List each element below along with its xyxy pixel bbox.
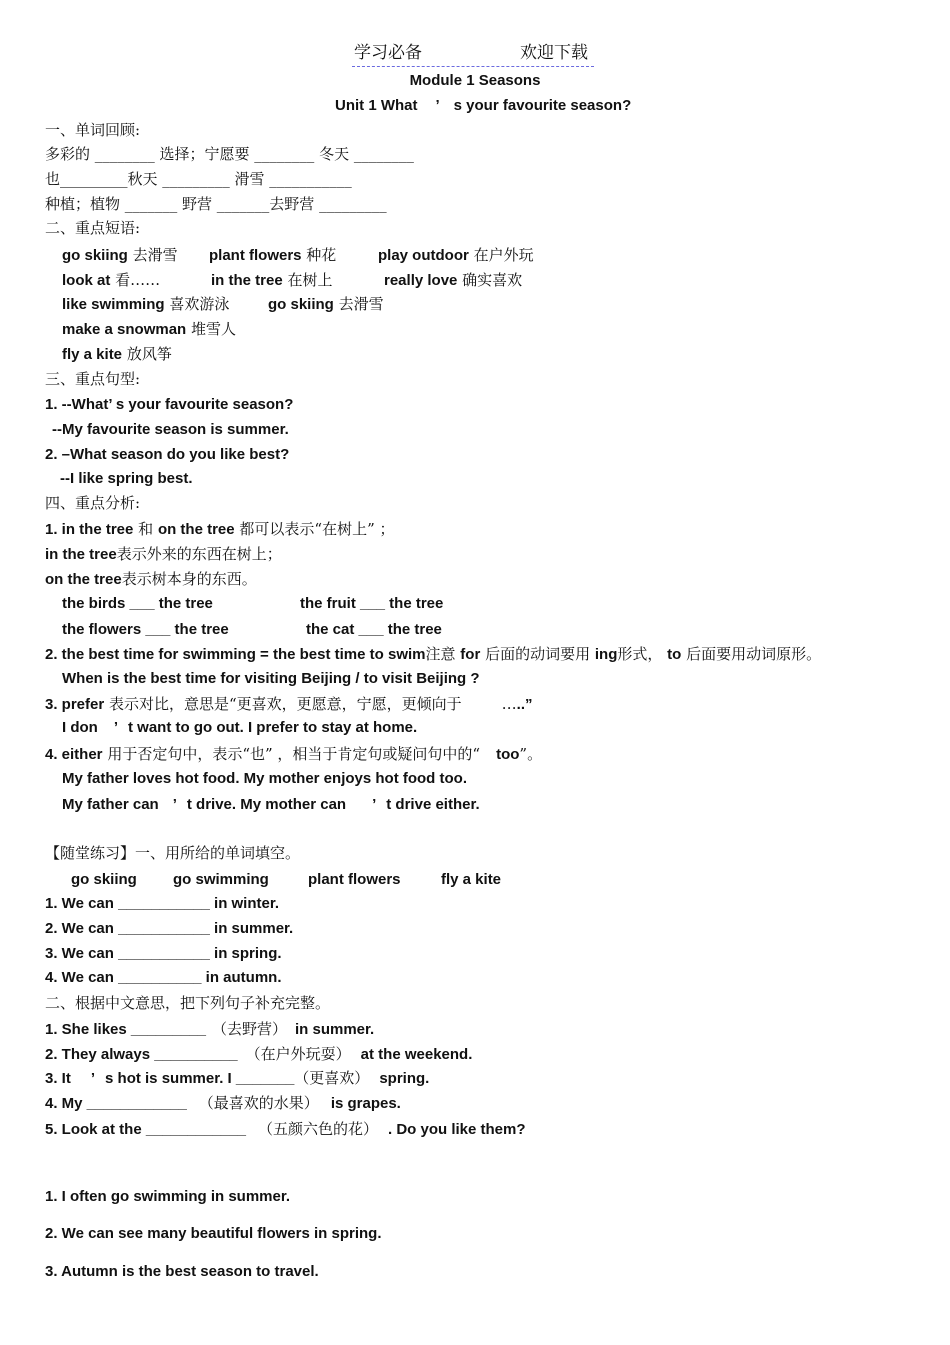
question-en: in summer. (294, 1021, 375, 1038)
phrase-cn: 堆雪人 (191, 320, 237, 338)
translate-sentence-1: 1. I often go swimming in summer. (45, 1188, 291, 1205)
analysis-1-on-tree (45, 570, 257, 589)
analysis-cn: 表示外来的东西在树上； (116, 545, 282, 563)
phrase-en: like swimming (62, 296, 165, 313)
page-title: Module 1 Seasons (409, 72, 541, 89)
analysis-cn: 用于否定句中，表示“也” ，相当于肯定句或疑问句中的“ (107, 745, 481, 763)
analysis-en: on the tree (157, 521, 235, 538)
section-heading-vocab: 一、单词回顾: (45, 121, 141, 139)
phrase-row-1b (209, 246, 336, 265)
example-part: t drive. My mother can (186, 796, 347, 813)
exercise-flowers: the flowers ___ the tree (62, 621, 229, 638)
exercise-fruit: the fruit ___ the tree (300, 595, 444, 612)
phrase-row-4 (62, 320, 236, 339)
analysis-3 (45, 695, 533, 714)
complete-question-5 (45, 1120, 526, 1139)
page-subtitle (335, 97, 631, 115)
question-hint: （去野营） (211, 1020, 287, 1038)
word-bank-item: go swimming (173, 871, 269, 888)
question-en: at the weekend. (360, 1046, 473, 1063)
analysis-1 (45, 520, 395, 539)
header-left-text: 学习必备 (354, 43, 422, 63)
phrase-en: look at (62, 272, 111, 289)
pattern-2b: --I like spring best. (60, 470, 193, 487)
practice-heading-2: 二、根据中文意思，把下列句子补充完整。 (45, 994, 331, 1012)
subtitle-part-a: Unit 1 What (335, 97, 418, 114)
word-bank-item: go skiing (71, 871, 137, 888)
question-hint: （最喜欢的水果） (198, 1094, 319, 1112)
analysis-4 (45, 745, 542, 764)
translate-sentence-3: 3. Autumn is the best season to travel. (45, 1263, 319, 1280)
question-en: 1. She likes _________ (45, 1021, 206, 1038)
phrase-row-2b (211, 271, 332, 290)
analysis-cn: 形式， (617, 645, 663, 663)
fill-question-2: 2. We can ___________ in summer. (45, 920, 294, 937)
phrase-en: plant flowers (209, 247, 302, 264)
question-en: s hot is summer. I _______ (105, 1070, 295, 1087)
analysis-en: 2. the best time for swimming = the best time to swim (45, 646, 426, 663)
phrase-cn: 看…… (115, 271, 161, 289)
exercise-birds: the birds ___ the tree (62, 595, 213, 612)
analysis-cn: ”。 (519, 745, 543, 763)
complete-question-2 (45, 1045, 472, 1064)
analysis-en: ..” (516, 696, 533, 713)
analysis-en: to (667, 646, 682, 663)
subtitle-part-b: ’ (435, 97, 440, 114)
phrase-row-5 (62, 345, 172, 364)
phrase-cn: 去滑雪 (338, 295, 384, 313)
example-part: ’ (172, 796, 177, 813)
analysis-en: too (496, 746, 520, 763)
word-bank-item: plant flowers (308, 871, 401, 888)
phrase-row-1c (378, 246, 534, 265)
question-en: 5. Look at the ____________ (45, 1121, 246, 1138)
analysis-en: for (460, 646, 481, 663)
pattern-2a: 2. –What season do you like best? (45, 446, 290, 463)
analysis-1-in-tree (45, 545, 282, 564)
analysis-en: 3. prefer (45, 696, 105, 713)
subtitle-part-c: s your favourite season? (453, 97, 632, 114)
example-part: ’ (113, 719, 118, 736)
complete-question-1 (45, 1020, 374, 1039)
question-en: . Do you like them? (387, 1121, 526, 1138)
analysis-cn: 表示树本身的东西。 (121, 570, 257, 588)
word-bank-item: fly a kite (441, 871, 502, 888)
analysis-4-example-2 (62, 796, 480, 814)
pattern-1a: 1. --What’ s your favourite season? (45, 396, 294, 413)
exercise-cat: the cat ___ the tree (306, 621, 442, 638)
analysis-cn: 表示对比，意思是“更喜欢，更愿意，宁愿，更倾向于 (108, 695, 462, 713)
analysis-cn: 后面要用动词原形。 (686, 645, 822, 663)
page-header (352, 42, 594, 67)
phrase-en: make a snowman (62, 321, 187, 338)
phrase-row-3 (62, 295, 229, 314)
phrase-cn: 在户外玩 (473, 246, 534, 264)
example-part: I don (62, 719, 98, 736)
section-heading-analysis: 四、重点分析: (45, 494, 141, 512)
analysis-cn: 都可以表示“在树上” ； (239, 520, 395, 538)
phrase-row-2 (62, 271, 160, 290)
phrase-en: fly a kite (62, 346, 123, 363)
question-en: is grapes. (330, 1095, 401, 1112)
analysis-en: on the tree (45, 571, 122, 588)
phrase-en: go skiing (62, 247, 128, 264)
question-en: 4. My ____________ (45, 1095, 187, 1112)
question-en: 2. They always __________ (45, 1046, 238, 1063)
phrase-en: go skiing (268, 296, 334, 313)
question-en: ’ (90, 1070, 96, 1087)
analysis-cn: … (501, 695, 517, 713)
phrase-cn: 确实喜欢 (462, 271, 523, 289)
question-en: 3. It (45, 1070, 71, 1087)
pattern-1b: --My favourite season is summer. (52, 421, 289, 438)
phrase-cn: 在树上 (287, 271, 333, 289)
section-heading-phrases: 二、重点短语: (45, 219, 141, 237)
example-part: My father can (62, 796, 159, 813)
vocab-row-1: 多彩的 ________ 选择；宁愿要 ________ 冬天 ________ (45, 145, 414, 163)
phrase-en: really love (384, 272, 458, 289)
example-part: t want to go out. I prefer to stay at home. (128, 719, 418, 736)
example-part: ’ (372, 796, 377, 813)
analysis-en: 1. in the tree (45, 521, 134, 538)
analysis-2-example: When is the best time for visiting Beijing / to visit Beijing ? (62, 670, 480, 687)
phrase-row-3b (268, 295, 384, 314)
question-hint: （更喜欢） (294, 1069, 370, 1087)
analysis-cn: 后面的动词要用 (485, 645, 591, 663)
phrase-en: in the tree (211, 272, 283, 289)
example-part: t drive either. (386, 796, 480, 813)
section-heading-patterns: 三、重点句型: (45, 370, 141, 388)
question-hint: （五颜六色的花） (257, 1120, 378, 1138)
analysis-cn: 和 (138, 520, 154, 538)
analysis-cn: 注意 (425, 645, 456, 663)
question-hint: （在户外玩耍） (245, 1045, 351, 1063)
analysis-en: in the tree (45, 546, 117, 563)
phrase-cn: 种花 (306, 246, 337, 264)
analysis-en: 4. either (45, 746, 103, 763)
phrase-cn: 喜欢游泳 (169, 295, 230, 313)
phrase-row-2c (384, 271, 522, 290)
analysis-2 (45, 645, 821, 664)
fill-question-4: 4. We can __________ in autumn. (45, 969, 282, 986)
practice-heading: 【随堂练习】一、用所给的单词填空。 (45, 844, 301, 862)
phrase-cn: 去滑雪 (132, 246, 178, 264)
phrase-cn: 放风筝 (126, 345, 172, 363)
question-en: spring. (379, 1070, 430, 1087)
phrase-en: play outdoor (378, 247, 469, 264)
complete-question-3 (45, 1069, 429, 1088)
analysis-3-example (62, 719, 417, 737)
analysis-en: ing (594, 646, 618, 663)
fill-question-3: 3. We can ___________ in spring. (45, 945, 282, 962)
translate-sentence-2: 2. We can see many beautiful flowers in spring. (45, 1225, 382, 1242)
fill-question-1: 1. We can ___________ in winter. (45, 895, 280, 912)
vocab-row-2: 也_________秋天 _________ 滑雪 ___________ (45, 170, 352, 188)
analysis-4-example-1: My father loves hot food. My mother enjoys hot food too. (62, 770, 467, 787)
phrase-row-1 (62, 246, 178, 265)
complete-question-4 (45, 1094, 401, 1113)
header-right-text: 欢迎下载 (520, 43, 588, 63)
vocab-row-3: 种植；植物 _______ 野营 _______去野营 _________ (45, 195, 387, 213)
